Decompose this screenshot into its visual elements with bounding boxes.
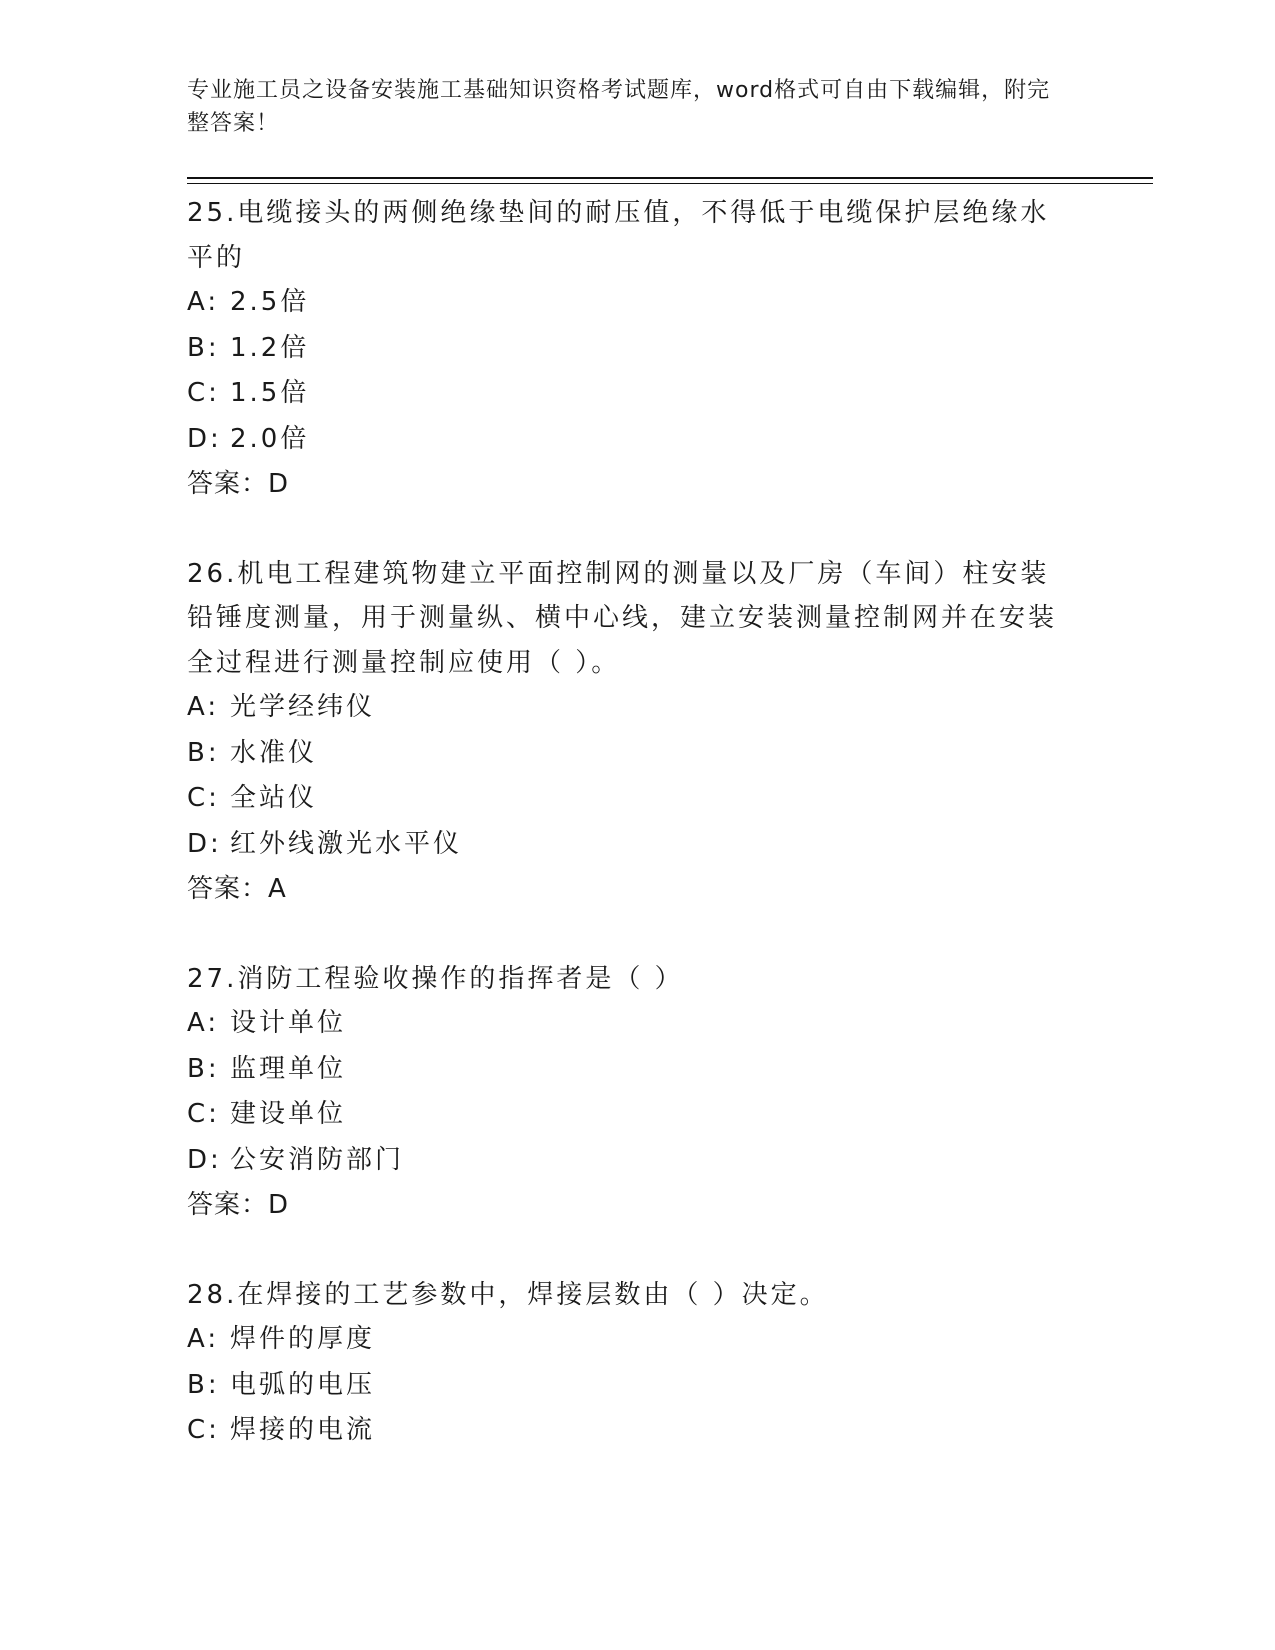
question-list <box>187 191 1077 1498</box>
question-stem: 28.在焊接的工艺参数中，焊接层数由（ ）决定。 <box>187 1279 829 1310</box>
option-d <box>187 417 1077 463</box>
option-text: 光学经纬仪 <box>230 692 376 722</box>
option-text: 2.5倍 <box>230 287 310 317</box>
question-stem: 27.消防工程验收操作的指挥者是（ ） <box>187 963 684 994</box>
option-key: D: <box>187 423 222 454</box>
option-key: C: <box>187 378 220 408</box>
option-text: 电弧的电压 <box>230 1369 376 1400</box>
option-key: B: <box>187 737 220 768</box>
option-b <box>187 1047 1077 1093</box>
header-rule-top <box>187 177 1153 179</box>
option-text: 监理单位 <box>230 1053 347 1084</box>
question-stem: 25.电缆接头的两侧绝缘垫间的耐压值，不得低于电缆保护层绝缘水平的 <box>187 198 1050 273</box>
option-key: A: <box>187 287 220 317</box>
question-stem: 26.机电工程建筑物建立平面控制网的测量以及厂房（车间）柱安装铅锤度测量，用于测量纵、横中心线，建立安装测量控制网并在安装全过程进行测量控制应使用（ ）。 <box>187 558 1058 678</box>
option-text: 焊件的厚度 <box>230 1324 376 1354</box>
question-28 <box>187 1273 1077 1454</box>
option-key: C: <box>187 1099 220 1129</box>
option-key: B: <box>187 1053 220 1084</box>
question-26 <box>187 552 1077 913</box>
question-27 <box>187 957 1077 1229</box>
option-key: C: <box>187 783 220 813</box>
option-b <box>187 731 1077 777</box>
option-text: 全站仪 <box>230 783 318 813</box>
option-text: 公安消防部门 <box>230 1144 405 1175</box>
option-key: D: <box>187 828 222 859</box>
option-b <box>187 1363 1077 1409</box>
option-text: 2.0倍 <box>230 423 310 454</box>
option-c <box>187 1408 1077 1454</box>
option-key: A: <box>187 1324 220 1354</box>
option-text: 1.2倍 <box>230 332 310 363</box>
option-key: C: <box>187 1415 220 1445</box>
option-key: A: <box>187 692 220 722</box>
option-key: D: <box>187 1144 222 1175</box>
answer-line: 答案：D <box>187 469 290 499</box>
option-text: 设计单位 <box>230 1008 347 1038</box>
option-a <box>187 1317 1077 1363</box>
option-text: 1.5倍 <box>230 378 310 408</box>
answer-line: 答案：A <box>187 874 287 904</box>
option-text: 焊接的电流 <box>230 1415 376 1445</box>
option-d <box>187 822 1077 868</box>
answer-line: 答案：D <box>187 1190 290 1220</box>
option-c <box>187 1092 1077 1138</box>
option-a <box>187 1001 1077 1047</box>
option-key: B: <box>187 332 220 363</box>
option-a <box>187 685 1077 731</box>
option-key: A: <box>187 1008 220 1038</box>
option-a <box>187 280 1077 326</box>
option-text: 水准仪 <box>230 737 318 768</box>
question-25 <box>187 191 1077 508</box>
option-b <box>187 326 1077 372</box>
header-rule-bottom <box>187 183 1153 184</box>
document-header: 专业施工员之设备安装施工基础知识资格考试题库，word格式可自由下载编辑，附完整答案！ <box>187 78 1051 136</box>
option-d <box>187 1138 1077 1184</box>
option-c <box>187 776 1077 822</box>
option-text: 红外线激光水平仪 <box>230 828 463 859</box>
option-key: B: <box>187 1369 220 1400</box>
option-c <box>187 371 1077 417</box>
option-text: 建设单位 <box>230 1099 347 1129</box>
